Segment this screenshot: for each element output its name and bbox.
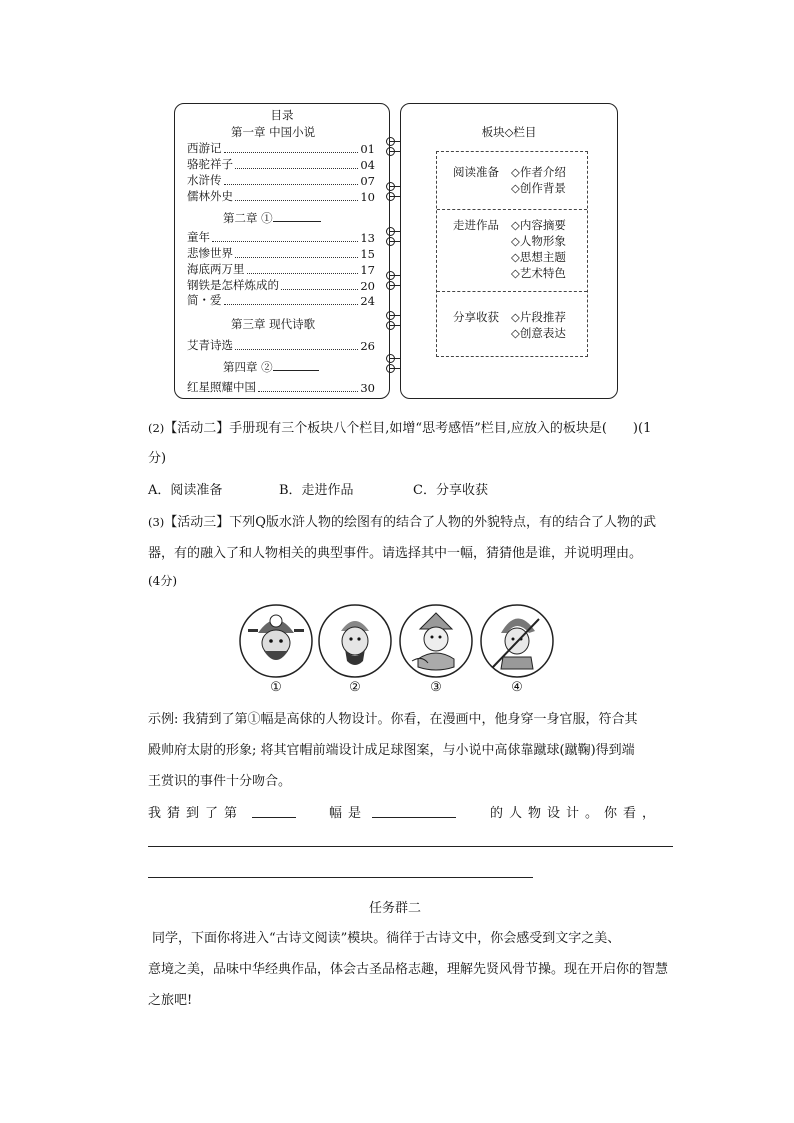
section-divider [437,291,587,292]
task2-line-3: 之旅吧! [148,993,193,1008]
option-b[interactable]: B．走进作品 [279,483,354,498]
toc-entry: 艾青诗选 26 [187,338,375,353]
option-c[interactable]: C．分享收获 [413,483,488,498]
notebook-sections-page [400,103,618,399]
answer-suffix: 的人物设计。你看， [490,806,662,821]
column-item: ◇思想主题 [511,250,566,264]
answer-blank[interactable] [273,211,321,222]
task2-line-2: 意境之美，品味中华经典作品，体会古圣品格志趣，理解先贤风骨节操。现在开启你的智慧 [148,962,669,977]
toc-entry: 童年 13 [187,230,375,245]
answer-blank-number[interactable] [252,817,296,818]
column-item: ◇艺术特色 [511,266,566,280]
answer-middle: 幅是 [329,806,368,821]
column-item: ◇作者介绍 [511,165,566,179]
section-name: 分享收获 [453,310,499,324]
board-title: 板块◇栏目 [481,125,537,139]
toc-entry: 悲惨世界 15 [187,246,375,261]
portrait-3-image [398,603,474,679]
example-line-1: 示例: 我猜到了第①幅是高俅的人物设计。你看，在漫画中，他身穿一身官服，符合其 [148,712,638,727]
toc-entry: 海底两万里 17 [187,262,375,277]
q3-text: (3)【活动三】下列Q版水浒人物的绘图有的结合了人物的外貌特点，有的结合了人物的武 [148,515,656,530]
chapter-heading: 第二章 ① [223,210,321,226]
toc-entry: 西游记 01 [187,141,375,156]
toc-entry: 红星照耀中国 30 [187,380,375,395]
chapter-heading: 第四章 ② [223,359,319,375]
example-line-3: 王赏识的事件十分吻合。 [148,774,292,789]
column-item: ◇创作背景 [511,181,566,195]
column-item: ◇人物形象 [511,234,566,248]
portrait-4-label: ④ [511,680,523,695]
portrait-2-label: ② [349,680,361,695]
portrait-1-label: ① [270,680,282,695]
toc-entry: 骆驼祥子 04 [187,157,375,172]
toc-entry: 简・爱 24 [187,293,375,308]
task2-line-1: 同学，下面你将进入“古诗文阅读”模块。徜徉于古诗文中，你会感受到文字之美、 [152,931,621,946]
q2-text-cont: 分) [148,451,167,466]
portrait-4-image [479,603,555,679]
q2-text: (2)【活动二】手册现有三个板块八个栏目,如增“思考感悟”栏目,应放入的板块是( )(1 [148,421,652,436]
answer-blank-name[interactable] [372,817,456,818]
column-item: ◇片段推荐 [511,310,566,324]
example-line-2: 殿帅府太尉的形象; 将其官帽前端设计成足球图案，与小说中高俅靠蹴球(蹴鞠)得到端 [148,743,635,758]
answer-prefix: 我猜到了第 [148,806,244,821]
chapter-heading: 第一章 中国小说 [231,125,316,139]
column-item: ◇创意表达 [511,326,566,340]
sections-box [436,151,588,357]
section-name: 阅读准备 [453,165,499,179]
answer-line[interactable] [148,846,673,847]
column-item: ◇内容摘要 [511,218,566,232]
q3-text-cont: 器，有的融入了和人物相关的典型事件。请选择其中一幅，猜猜他是谁，并说明理由。 [148,546,643,561]
toc-entry: 钢铁是怎样炼成的 20 [187,278,375,293]
notebook-toc-page [174,103,390,399]
portrait-1-image [238,603,314,679]
answer-line[interactable] [148,877,533,878]
section-divider [437,209,587,210]
portrait-3-label: ③ [430,680,442,695]
answer-blank[interactable] [273,360,319,371]
portrait-2-image [317,603,393,679]
toc-entry: 水浒传 07 [187,173,375,188]
chapter-heading: 第三章 现代诗歌 [231,317,316,331]
task-group-heading: 任务群二 [369,901,422,916]
section-name: 走进作品 [453,218,499,232]
q3-score: (4分) [148,574,177,588]
toc-entry: 儒林外史 10 [187,189,375,204]
toc-title: 目录 [270,108,294,122]
option-a[interactable]: A．阅读准备 [148,483,223,498]
